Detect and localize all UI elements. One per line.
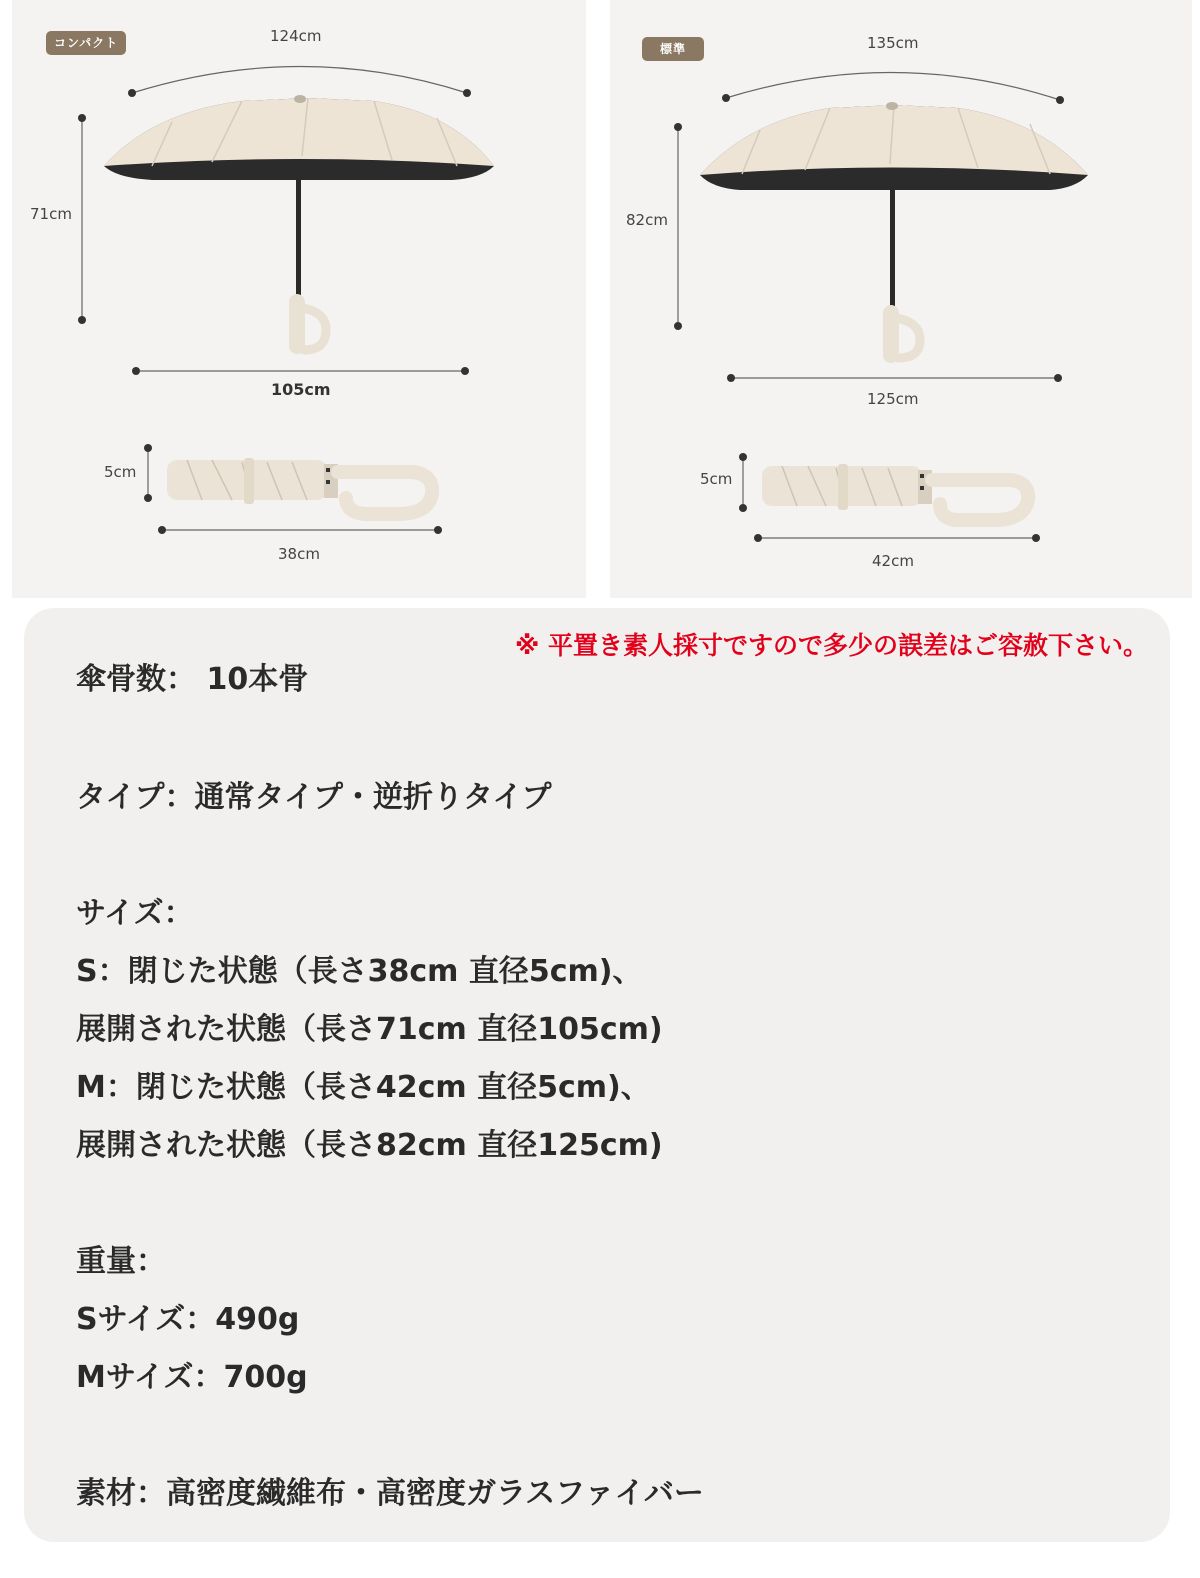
spec-weight-s: Sサイズ：490g — [76, 1302, 300, 1337]
standard-folded-diameter-label: 5cm — [700, 470, 733, 488]
spec-type: タイプ：通常タイプ・逆折りタイプ — [76, 780, 552, 815]
spec-material: 素材：高密度繊維布・高密度ガラスファイバー — [76, 1476, 704, 1511]
spec-size-m-closed: M：閉じた状態（長さ42cm 直径5cm)、 — [76, 1070, 651, 1105]
spec-weight-heading: 重量： — [76, 1244, 166, 1279]
compact-umbrella-illustration — [12, 0, 586, 598]
spec-weight-m: Mサイズ：700g — [76, 1360, 308, 1395]
standard-umbrella-panel — [610, 0, 1192, 598]
spec-ribs: 傘骨数： 10本骨 — [76, 662, 309, 697]
compact-umbrella-panel — [12, 0, 586, 598]
compact-folded-diameter-label: 5cm — [104, 463, 137, 481]
standard-folded-length-label: 42cm — [872, 552, 914, 570]
standard-badge: 標準 — [642, 37, 704, 61]
compact-span-label: 105cm — [271, 380, 331, 399]
standard-span-label: 125cm — [867, 390, 919, 408]
compact-folded-length-label: 38cm — [278, 545, 320, 563]
spec-size-s-closed: S：閉じた状態（長さ38cm 直径5cm)、 — [76, 954, 643, 989]
spec-size-m-open: 展開された状態（長さ82cm 直径125cm) — [76, 1128, 663, 1163]
compact-height-label: 71cm — [30, 205, 72, 223]
spec-size-s-open: 展開された状態（長さ71cm 直径105cm) — [76, 1012, 663, 1047]
spec-size-heading: サイズ： — [76, 896, 194, 931]
measurement-note: ※ 平置き素人採寸ですので多少の誤差はご容赦下さい。 — [514, 631, 1148, 660]
compact-badge: コンパクト — [46, 31, 126, 55]
standard-umbrella-illustration — [610, 0, 1192, 598]
spec-card — [24, 608, 1170, 1542]
standard-arc-width-label: 135cm — [867, 34, 919, 52]
standard-height-label: 82cm — [626, 211, 668, 229]
compact-arc-width-label: 124cm — [270, 27, 322, 45]
